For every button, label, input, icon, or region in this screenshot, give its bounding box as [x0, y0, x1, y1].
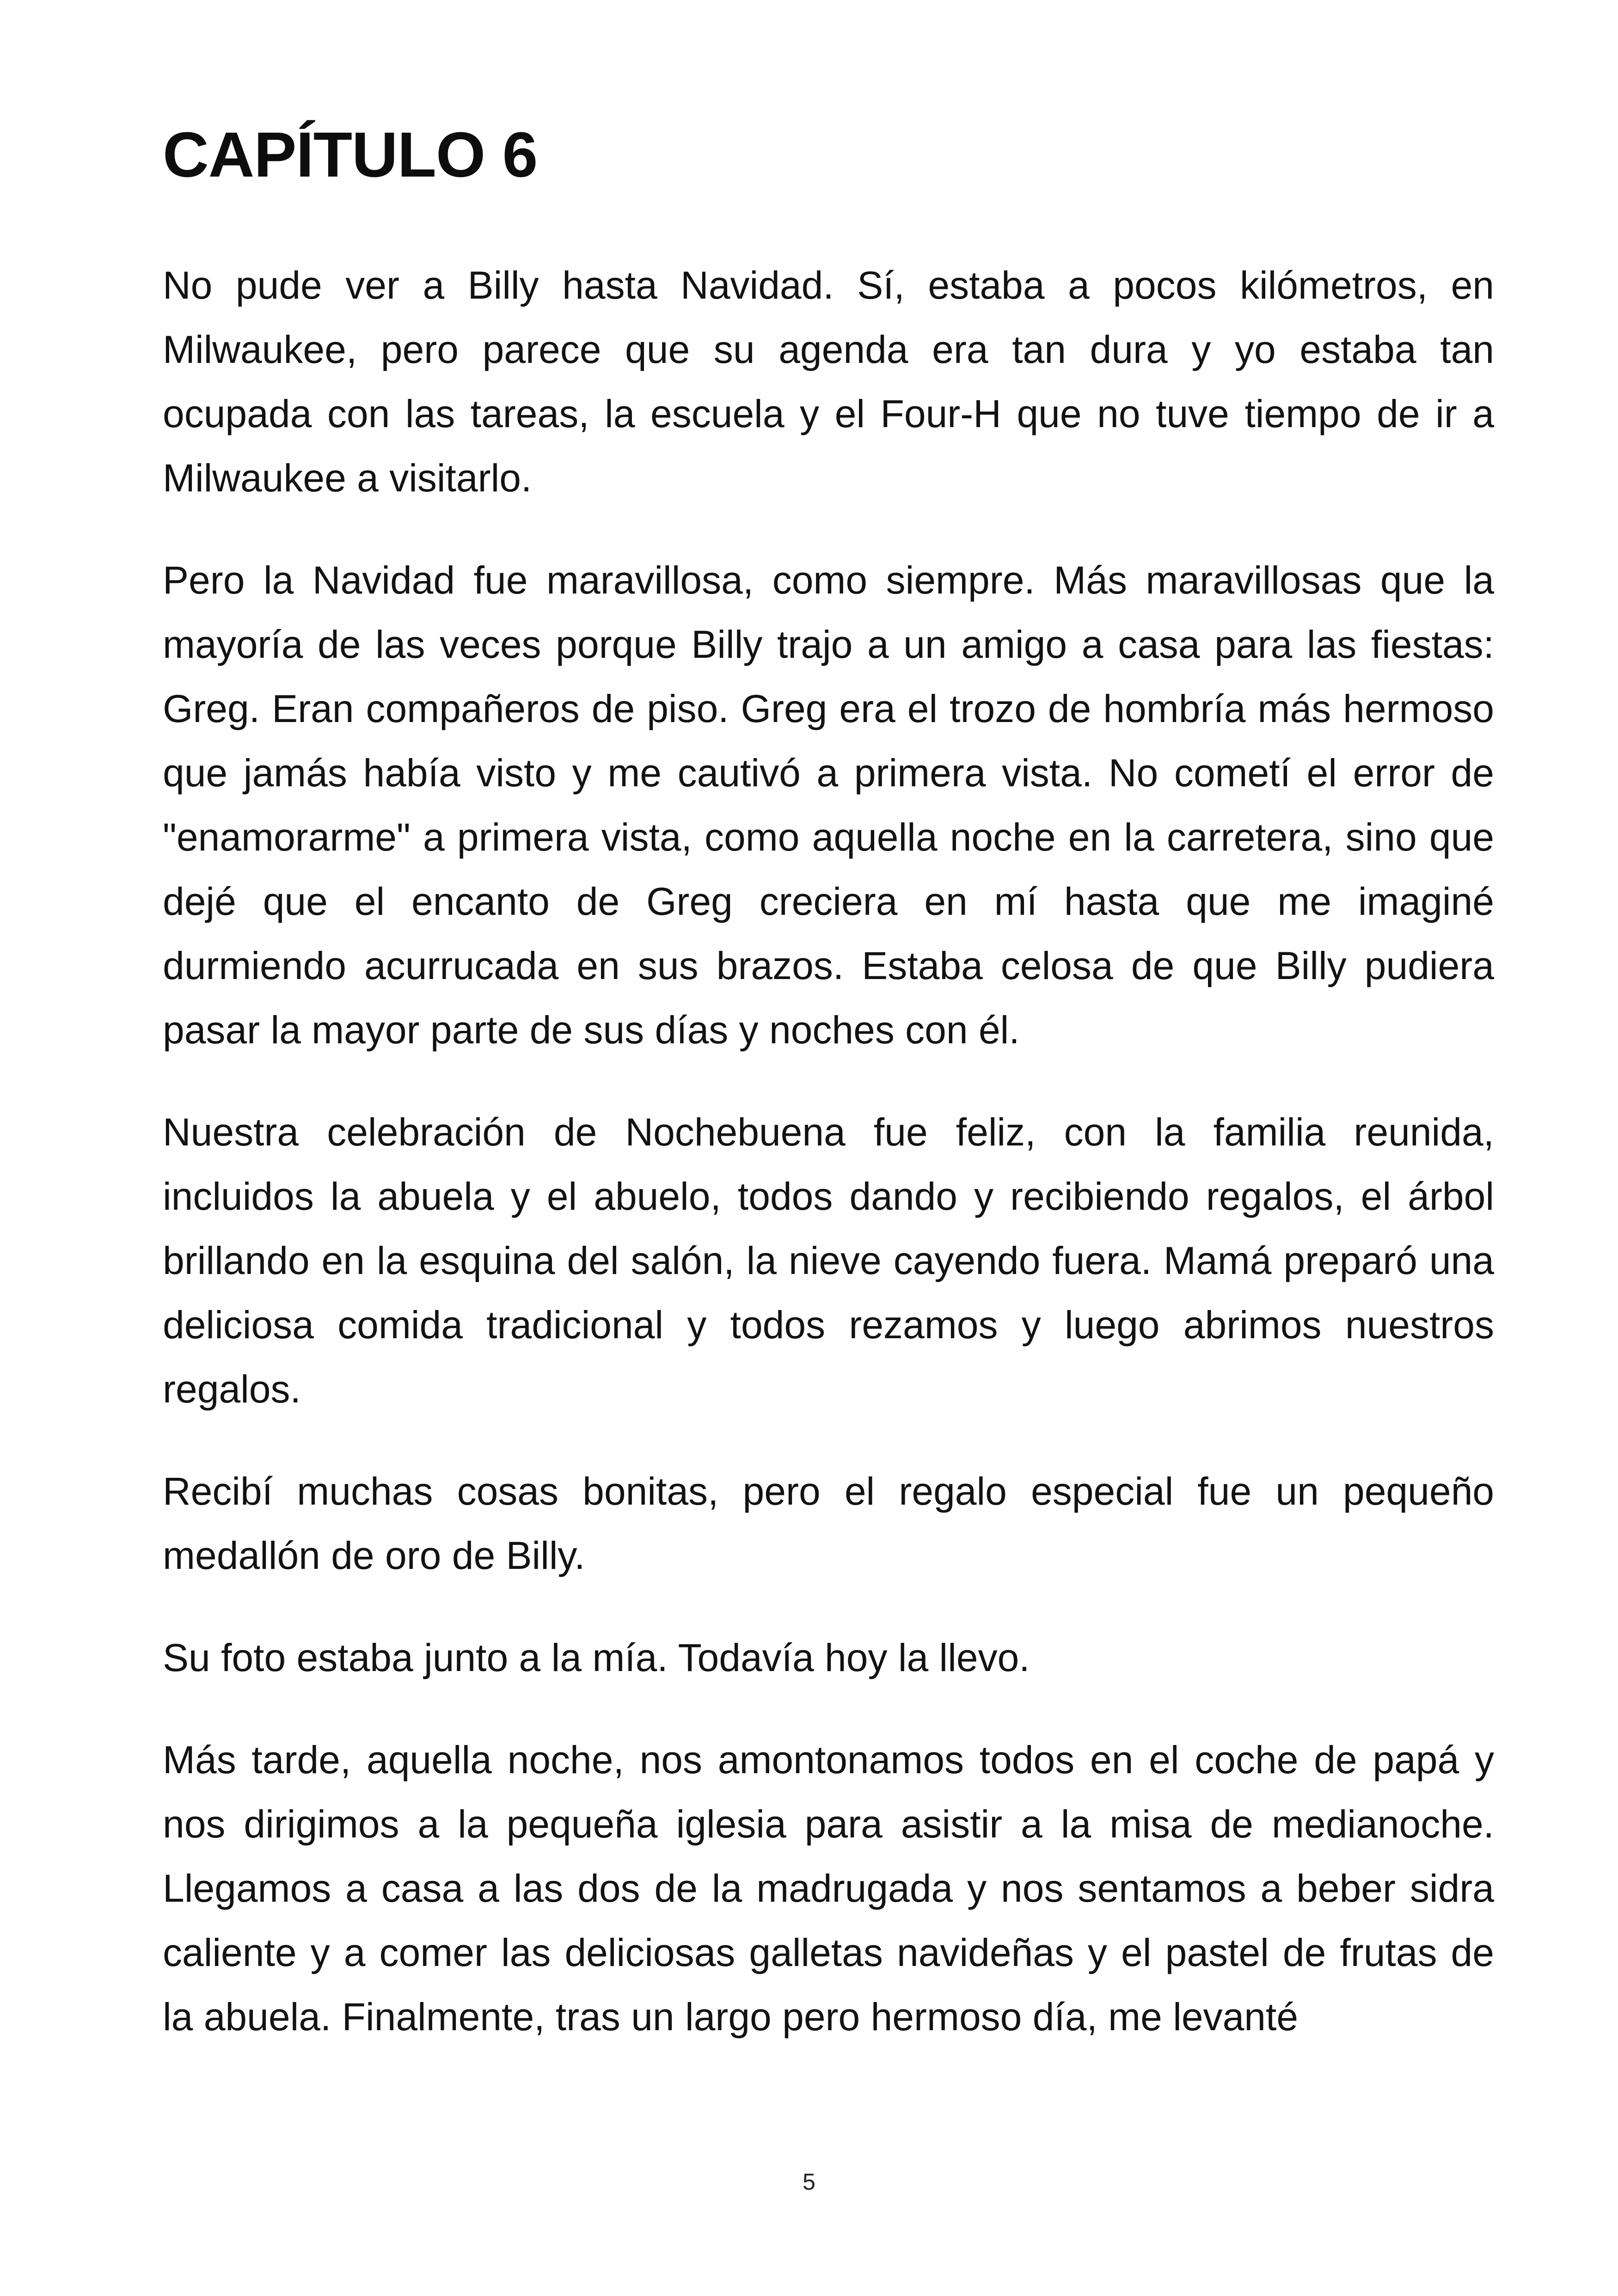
paragraph-5: Su foto estaba junto a la mía. Todavía hoy la llevo.: [163, 1636, 1030, 1679]
chapter-body: [163, 253, 1494, 2049]
paragraph-4: Recibí muchas cosas bonitas, pero el regalo especial fue un pequeño medallón de oro de Billy.: [163, 1469, 1494, 1577]
paragraph-2: Pero la Navidad fue maravillosa, como siempre. Más maravillosas que la mayoría de las veces porque Billy trajo a un amigo a casa para las fiestas: Greg. Eran compañeros de piso. Greg era el trozo de hombría más hermoso que jamás había visto y me cautivó a primera vista. No cometí el error de "enamorarme" a primera vista, como aquella noche en la carretera, sino que dejé que el encanto de Greg creciera en mí hasta que me imaginé durmiendo acurrucada en sus brazos. Estaba celosa de que Billy pudiera pasar la mayor parte de sus días y noches con él.: [163, 558, 1494, 1052]
paragraph-1: No pude ver a Billy hasta Navidad. Sí, estaba a pocos kilómetros, en Milwaukee, pero parece que su agenda era tan dura y yo estaba tan ocupada con las tareas, la escuela y el Four-H que no tuve tiempo de ir a Milwaukee a visitarlo.: [163, 263, 1494, 500]
paragraph-3: Nuestra celebración de Nochebuena fue feliz, con la familia reunida, incluidos la abuela y el abuelo, todos dando y recibiendo regalos, el árbol brillando en la esquina del salón, la nieve cayendo fuera. Mamá preparó una deliciosa comida tradicional y todos rezamos y luego abrimos nuestros regalos.: [163, 1110, 1494, 1411]
page-number: 5: [803, 2169, 815, 2195]
chapter-title: CAPÍTULO 6: [163, 119, 538, 190]
paragraph-6: Más tarde, aquella noche, nos amontonamos todos en el coche de papá y nos dirigimos a la pequeña iglesia para asistir a la misa de medianoche. Llegamos a casa a las dos de la madrugada y nos sentamos a beber sidra caliente y a comer las deliciosas galletas navideñas y el pastel de frutas de la abuela. Finalmente, tras un largo pero hermoso día, me levanté: [163, 1738, 1494, 2039]
